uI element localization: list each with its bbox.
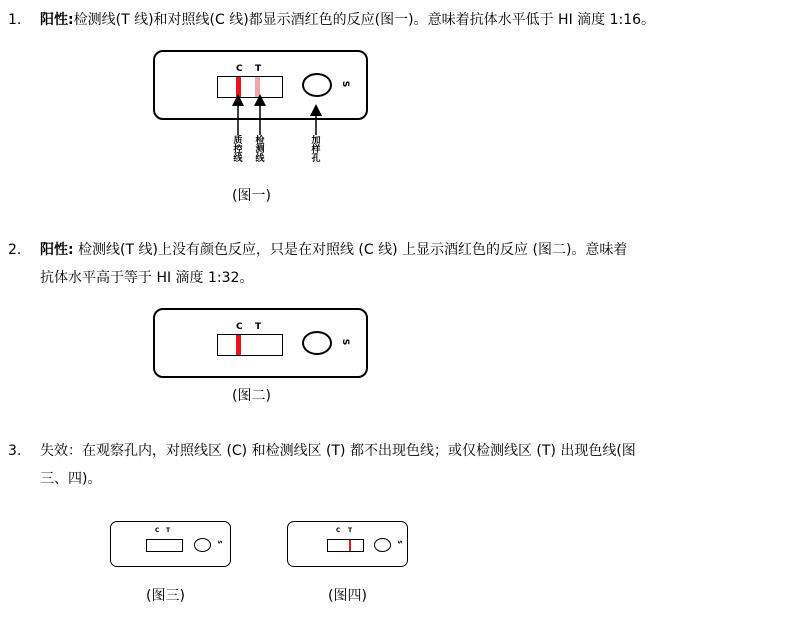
item-title: 阳性: (40, 242, 74, 258)
result-window (146, 539, 183, 552)
item-body-line1: 失效：在观察孔内，对照线区 (C) 和检测线区 (T) 都不出现色线；或仅检测线区 (T) 出现色线(图 (40, 443, 636, 459)
s-label: S (340, 338, 351, 346)
test-line (349, 540, 351, 551)
t-label: T (348, 527, 353, 534)
caption-fig4: (图四) (328, 588, 367, 604)
item-3 (8, 437, 778, 493)
item-body-line2: 三、四)。 (40, 471, 102, 487)
caption-fig2: (图二) (232, 388, 271, 404)
s-label: S (215, 540, 222, 544)
item-text (40, 437, 778, 493)
result-window (327, 539, 364, 552)
caption-fig3: (图三) (146, 588, 185, 604)
c-label: C (336, 527, 341, 534)
c-label: C (155, 527, 160, 534)
t-label: T (255, 64, 262, 74)
result-window (217, 334, 283, 356)
item-text (40, 236, 778, 292)
s-label: S (395, 540, 402, 544)
label-control-line: 质 控 线 (233, 136, 243, 164)
c-label: C (236, 64, 243, 74)
test-device-fig4 (287, 521, 408, 567)
item-number: 2. (8, 242, 22, 258)
label-sample-well: 加 样 孔 (311, 136, 321, 164)
sample-well (374, 538, 391, 552)
item-2 (8, 236, 778, 292)
caption-fig1: (图一) (232, 188, 271, 204)
sample-well (194, 538, 211, 552)
item-body: 检测线(T 线)和对照线(C 线)都显示酒红色的反应(图一)。意味着抗体水平低于 HI 滴度 1:16。 (73, 12, 656, 28)
s-label: S (340, 80, 351, 88)
item-title: 阳性: (40, 12, 74, 28)
control-line (236, 335, 241, 355)
item-number: 3. (8, 443, 22, 459)
label-test-line: 检 测 线 (255, 136, 265, 164)
item-body-line2: 抗体水平高于等于 HI 滴度 1:32。 (40, 270, 254, 286)
sample-well (302, 331, 332, 355)
c-label: C (236, 322, 243, 332)
t-label: T (166, 527, 171, 534)
test-device-fig2 (153, 308, 368, 378)
t-label: T (255, 322, 262, 332)
item-number: 1. (8, 12, 22, 28)
test-device-fig3 (110, 521, 231, 567)
item-body-line1: 检测线(T 线)上没有颜色反应，只是在对照线 (C 线) 上显示酒红色的反应 (图二)。意味着 (73, 242, 628, 258)
